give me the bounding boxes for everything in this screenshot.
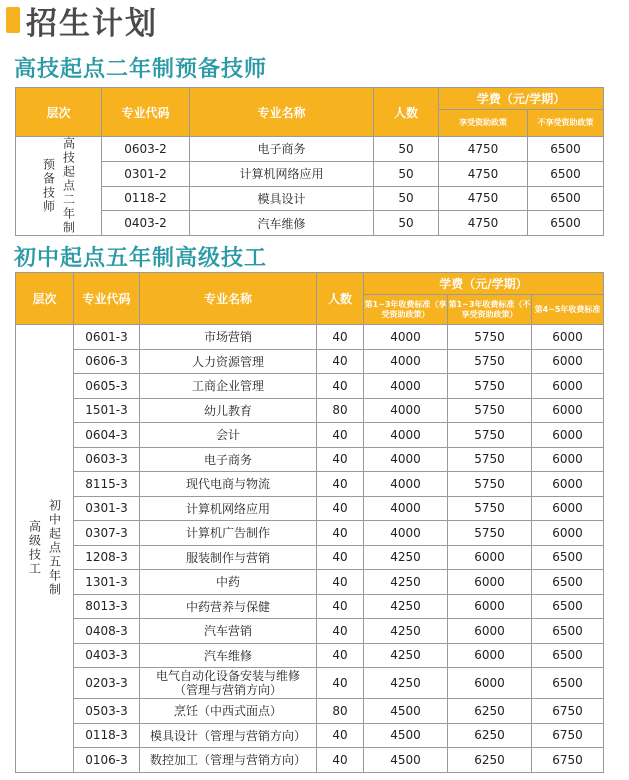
cell-fee1: 4250 [364,643,448,668]
cell-count: 80 [317,398,364,423]
cell-fee1: 4000 [364,423,448,448]
table-row [16,521,604,546]
header-fee-sub2: 第1~3年收费标准（不享受资助政策） [448,295,532,325]
cell-count: 40 [317,496,364,521]
cell-code: 0118-2 [102,186,190,211]
cell-count: 80 [317,699,364,724]
cell-fee3: 6500 [532,545,604,570]
page-title-text: 招生计划 [26,5,158,42]
cell-fee3: 6000 [532,398,604,423]
cell-code: 8013-3 [74,594,140,619]
cell-name: 计算机网络应用 [140,496,317,521]
header-fee: 学费（元/学期） [364,273,604,295]
cell-name [140,668,317,699]
cell-code: 0106-3 [74,748,140,773]
category-text-2: 高级技工 [27,520,42,577]
cell-fee1: 4750 [439,161,528,186]
cell-fee2: 6250 [448,699,532,724]
cell-fee1: 4250 [364,619,448,644]
category-text-2: 预备技师 [41,158,56,214]
cell-count: 40 [317,668,364,699]
cell-fee3: 6500 [532,668,604,699]
cell-fee2: 5750 [448,423,532,448]
cell-name: 服装制作与营销 [140,545,317,570]
header-fee-sub2: 不享受资助政策 [528,110,604,137]
cell-count: 50 [374,211,439,236]
cell-fee2: 6000 [448,619,532,644]
cell-code: 0118-3 [74,723,140,748]
cell-fee1: 4750 [439,186,528,211]
cell-name: 电子商务 [140,447,317,472]
cell-fee2: 6000 [448,570,532,595]
cell-fee1: 4500 [364,699,448,724]
cell-count: 40 [317,619,364,644]
cell-fee1: 4500 [364,723,448,748]
cell-fee3: 6000 [532,374,604,399]
cell-code: 0408-3 [74,619,140,644]
cell-code: 0603-2 [102,137,190,162]
cell-count: 40 [317,594,364,619]
cell-name: 计算机网络应用 [190,161,374,186]
cell-code: 1301-3 [74,570,140,595]
cell-fee3: 6500 [532,570,604,595]
cell-code: 0307-3 [74,521,140,546]
cell-code: 1208-3 [74,545,140,570]
table-row [16,496,604,521]
cell-name: 幼儿教育 [140,398,317,423]
category-text-1: 高技起点二年制 [61,137,76,235]
cell-fee2: 6000 [448,668,532,699]
header-code: 专业代码 [102,88,190,137]
cell-fee2: 5750 [448,398,532,423]
cell-fee2: 6500 [528,161,604,186]
cell-fee3: 6000 [532,325,604,350]
cell-fee2: 6000 [448,594,532,619]
cell-fee3: 6000 [532,349,604,374]
cell-fee1: 4750 [439,211,528,236]
cell-fee2: 6000 [448,545,532,570]
cell-name: 烹饪（中西式面点） [140,699,317,724]
header-code: 专业代码 [74,273,140,325]
cell-count: 40 [317,325,364,350]
cell-name: 汽车维修 [190,211,374,236]
cell-name: 汽车维修 [140,643,317,668]
cell-fee3: 6500 [532,619,604,644]
cell-fee1: 4250 [364,570,448,595]
cell-name: 数控加工（管理与营销方向） [140,748,317,773]
table-row [16,594,604,619]
cell-fee1: 4000 [364,472,448,497]
table-row [16,668,604,699]
cell-fee1: 4000 [364,447,448,472]
header-level: 层次 [16,88,102,137]
cell-fee3: 6750 [532,699,604,724]
cell-fee2: 6250 [448,723,532,748]
cell-count: 50 [374,137,439,162]
cell-name: 汽车营销 [140,619,317,644]
cell-code: 0603-3 [74,447,140,472]
cell-fee2: 6500 [528,137,604,162]
cell-count: 40 [317,570,364,595]
cell-count: 40 [317,472,364,497]
cell-count: 40 [317,349,364,374]
table-row [16,699,604,724]
cell-count: 40 [317,374,364,399]
table2-category [16,325,74,773]
header-name: 专业名称 [140,273,317,325]
cell-count: 40 [317,447,364,472]
cell-name: 会计 [140,423,317,448]
table-row [16,570,604,595]
title-accent-bar [6,7,20,33]
cell-code: 0403-2 [102,211,190,236]
category-text-1: 初中起点五年制 [47,499,62,598]
cell-fee3: 6000 [532,496,604,521]
table-row [16,545,604,570]
cell-count: 40 [317,723,364,748]
cell-fee1: 4500 [364,748,448,773]
cell-fee1: 4000 [364,374,448,399]
cell-fee2: 5750 [448,325,532,350]
cell-fee2: 5750 [448,472,532,497]
cell-fee1: 4250 [364,545,448,570]
cell-code: 0203-3 [74,668,140,699]
cell-name: 市场营销 [140,325,317,350]
cell-fee3: 6000 [532,521,604,546]
cell-fee2: 6500 [528,211,604,236]
table1-title: 高技起点二年制预备技师 [14,57,268,82]
header-fee-sub1: 享受资助政策 [439,110,528,137]
cell-fee1: 4000 [364,398,448,423]
cell-fee2: 6250 [448,748,532,773]
cell-code: 0301-3 [74,496,140,521]
cell-name: 中药 [140,570,317,595]
table2 [15,272,604,773]
cell-name-line2: （管理与营销方向） [173,683,282,697]
cell-fee1: 4000 [364,325,448,350]
cell-name: 电子商务 [190,137,374,162]
cell-fee3: 6500 [532,643,604,668]
header-count: 人数 [374,88,439,137]
table-row [16,374,604,399]
table-row [16,643,604,668]
table-row [16,325,604,350]
cell-count: 40 [317,748,364,773]
table-row [16,398,604,423]
cell-count: 50 [374,161,439,186]
table-row [16,447,604,472]
cell-count: 40 [317,545,364,570]
page-title [6,0,158,40]
cell-name: 人力资源管理 [140,349,317,374]
cell-name: 计算机广告制作 [140,521,317,546]
cell-fee1: 4250 [364,668,448,699]
cell-count: 40 [317,423,364,448]
cell-fee3: 6750 [532,748,604,773]
table-row [16,619,604,644]
table-row [16,349,604,374]
cell-fee2: 5750 [448,374,532,399]
cell-name: 现代电商与物流 [140,472,317,497]
cell-fee1: 4000 [364,349,448,374]
header-fee-sub1: 第1~3年收费标准（享受资助政策） [364,295,448,325]
cell-fee2: 6000 [448,643,532,668]
cell-fee1: 4750 [439,137,528,162]
cell-fee1: 4000 [364,521,448,546]
cell-code: 0301-2 [102,161,190,186]
cell-code: 8115-3 [74,472,140,497]
cell-fee3: 6500 [532,594,604,619]
table-row [16,472,604,497]
cell-fee3: 6000 [532,472,604,497]
table-row [16,723,604,748]
cell-name: 中药营养与保健 [140,594,317,619]
cell-name: 模具设计 [190,186,374,211]
cell-name-line1: 电气自动化设备安装与维修 [155,669,300,683]
table1 [15,87,604,236]
cell-code: 0605-3 [74,374,140,399]
table2-title: 初中起点五年制高级技工 [14,246,268,271]
cell-name: 工商企业管理 [140,374,317,399]
cell-fee2: 5750 [448,521,532,546]
cell-fee2: 5750 [448,496,532,521]
cell-code: 0503-3 [74,699,140,724]
cell-fee2: 5750 [448,349,532,374]
header-fee: 学费（元/学期） [439,88,604,110]
cell-fee3: 6000 [532,447,604,472]
cell-count: 40 [317,643,364,668]
cell-count: 40 [317,521,364,546]
cell-count: 50 [374,186,439,211]
cell-fee2: 6500 [528,186,604,211]
cell-fee3: 6750 [532,723,604,748]
header-name: 专业名称 [190,88,374,137]
cell-code: 0604-3 [74,423,140,448]
cell-fee3: 6000 [532,423,604,448]
header-level: 层次 [16,273,74,325]
table1-category [16,137,102,236]
header-fee-sub3: 第4~5年收费标准 [532,295,604,325]
cell-name: 模具设计（管理与营销方向） [140,723,317,748]
header-count: 人数 [317,273,364,325]
table-row [16,748,604,773]
cell-code: 0403-3 [74,643,140,668]
cell-fee2: 5750 [448,447,532,472]
table-row [16,423,604,448]
cell-fee1: 4250 [364,594,448,619]
cell-code: 0601-3 [74,325,140,350]
cell-code: 1501-3 [74,398,140,423]
cell-code: 0606-3 [74,349,140,374]
cell-fee1: 4000 [364,496,448,521]
